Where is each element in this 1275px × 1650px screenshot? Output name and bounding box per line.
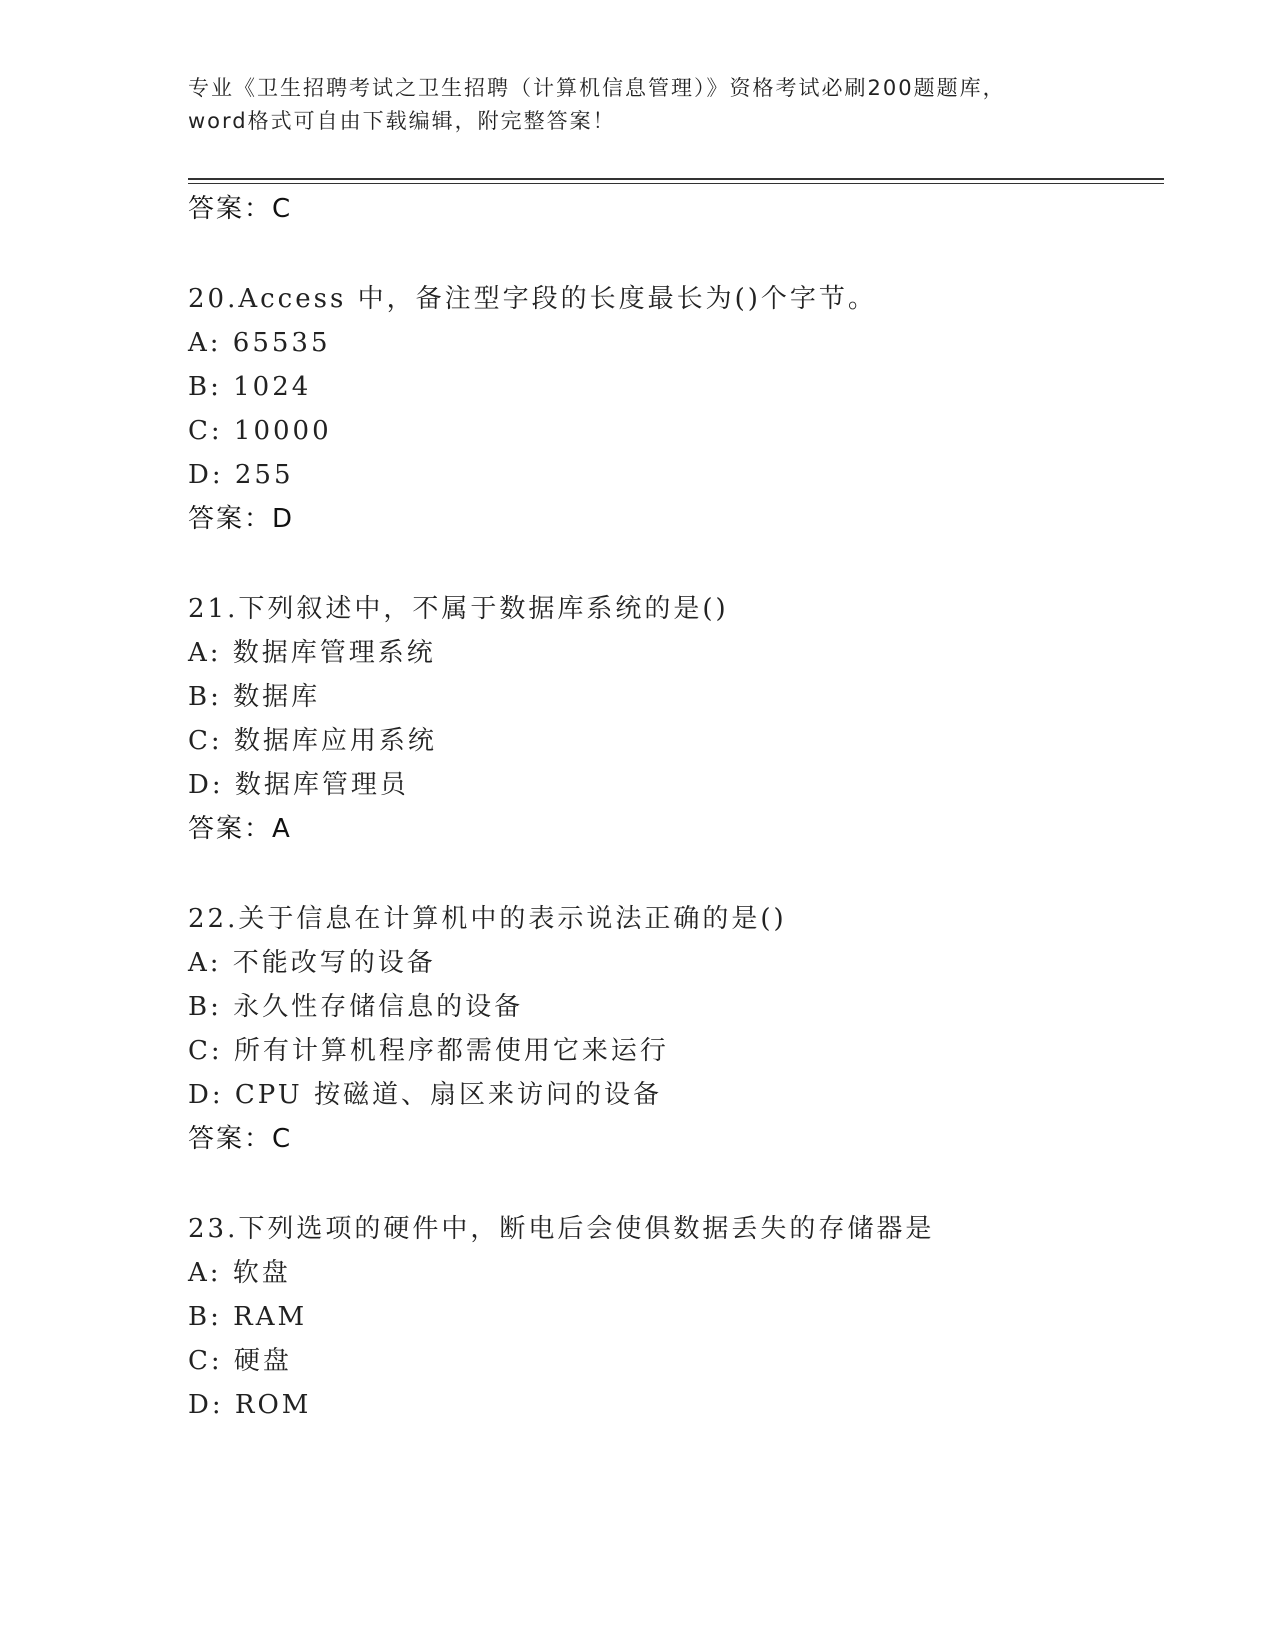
answer-previous: 答案：C [188, 194, 293, 224]
header-line-1: 专业《卫生招聘考试之卫生招聘（计算机信息管理）》资格考试必刷200题题库， [188, 76, 1006, 100]
question-20-option-b: B: 1024 [188, 372, 312, 402]
question-23-option-b: B: RAM [188, 1302, 308, 1332]
question-23-option-a: A: 软盘 [188, 1258, 291, 1288]
question-21-option-b: B: 数据库 [188, 682, 321, 712]
question-stem-22: 22.关于信息在计算机中的表示说法正确的是() [188, 904, 787, 934]
question-stem-23: 23.下列选项的硬件中，断电后会使俱数据丢失的存储器是 [188, 1214, 935, 1244]
question-stem-21: 21.下列叙述中，不属于数据库系统的是() [188, 594, 729, 624]
question-22-option-a: A: 不能改写的设备 [188, 948, 436, 978]
question-20-answer: 答案：D [188, 504, 295, 534]
question-20-option-c: C: 10000 [188, 416, 332, 446]
question-21-answer: 答案：A [188, 814, 292, 844]
question-20-option-d: D: 255 [188, 460, 294, 490]
question-22-option-b: B: 永久性存储信息的设备 [188, 992, 524, 1022]
question-23-option-d: D: ROM [188, 1390, 312, 1420]
header-divider [188, 178, 1164, 184]
question-23-option-c: C: 硬盘 [188, 1346, 292, 1376]
question-21-option-a: A: 数据库管理系统 [188, 638, 436, 668]
question-22-answer: 答案：C [188, 1124, 293, 1154]
question-21-option-c: C: 数据库应用系统 [188, 726, 437, 756]
document-header [188, 72, 1088, 138]
question-stem-20: 20.Access 中，备注型字段的长度最长为()个字节。 [188, 284, 877, 314]
header-line-2: word格式可自由下载编辑，附完整答案！ [188, 109, 616, 133]
question-22-option-d: D: CPU 按磁道、扇区来访问的设备 [188, 1080, 662, 1110]
question-21-option-d: D: 数据库管理员 [188, 770, 409, 800]
question-22-option-c: C: 所有计算机程序都需使用它来运行 [188, 1036, 669, 1066]
question-20-option-a: A: 65535 [188, 328, 331, 358]
